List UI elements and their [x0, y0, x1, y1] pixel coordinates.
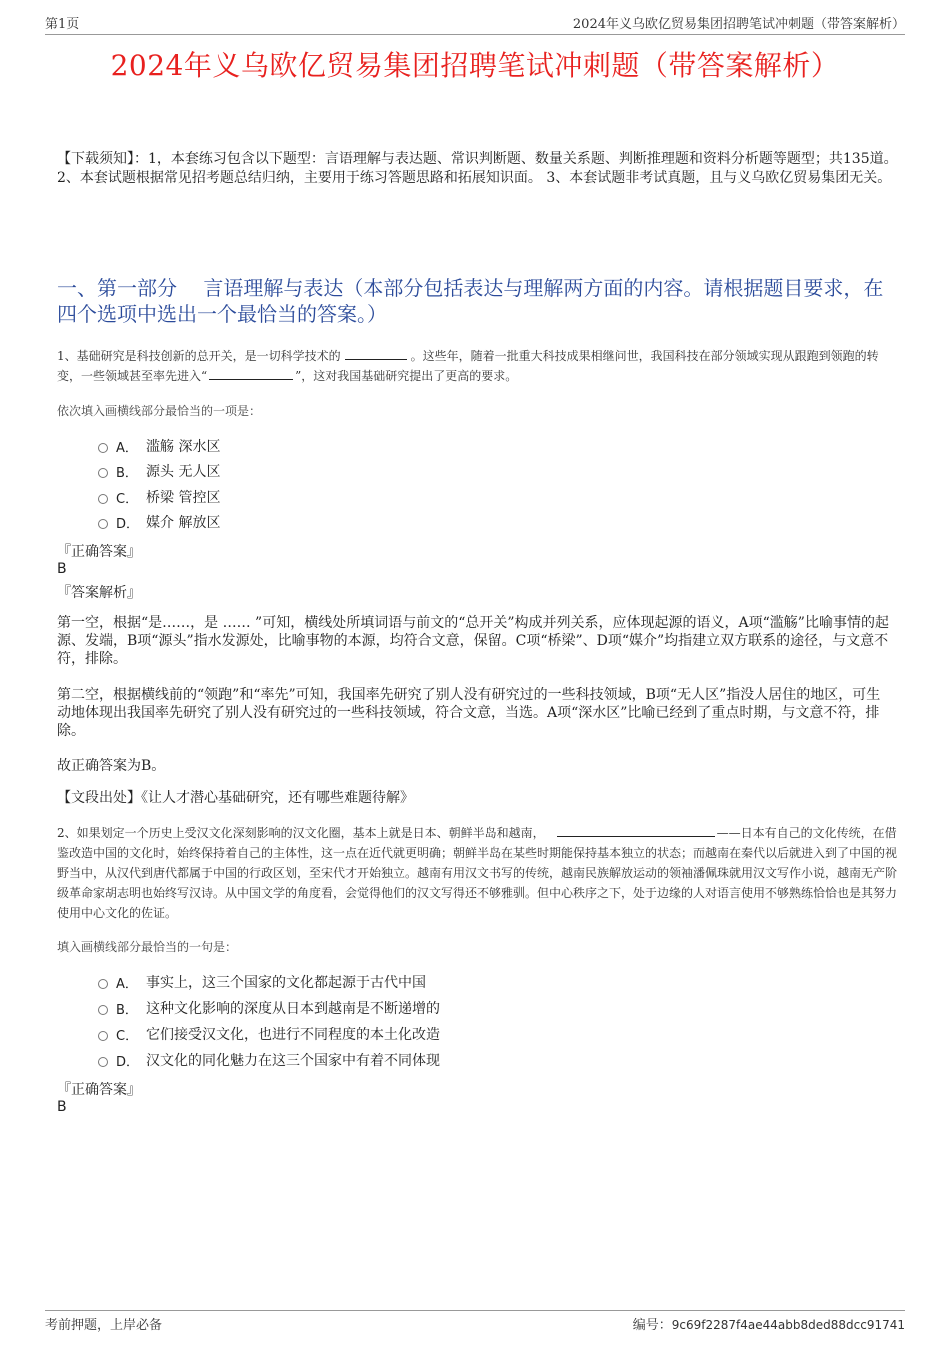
- q1-option-c[interactable]: [98, 487, 220, 507]
- q2-option-d[interactable]: [98, 1050, 440, 1070]
- q1-answer-label: 『正确答案』: [57, 544, 141, 560]
- option-letter: B．: [116, 465, 138, 481]
- q1-text-a: 1、基础研究是科技创新的总开关，是一切科学技术的: [57, 349, 341, 363]
- q2-option-a[interactable]: [98, 972, 426, 992]
- header-doc-title: 2024年义乌欧亿贸易集团招聘笔试冲刺题（带答案解析）: [572, 17, 905, 32]
- q2-answer-label: 『正确答案』: [57, 1082, 141, 1098]
- footer-code-label: 编号：: [632, 1318, 672, 1333]
- q2-text-a: 2、如果划定一个历史上受汉文化深刻影响的汉文化圈，基本上就是日本、朝鲜半岛和越南，: [57, 826, 545, 840]
- q2-blank: [557, 824, 715, 837]
- q1-analysis-para-2: 第二空，根据横线前的“领跑”和“率先”可知，我国率先研究了别人没有研究过的一些科技领域，B项“无人区”指没人居住的地区，可生动地体现出我国率先研究了别人没有研究过的一些科技领域，符合文意，当选。A项“深水区”比喻已经到了重点时期，与文意不符，排除。: [57, 687, 881, 739]
- q1-analysis-para-3: 故正确答案为B。: [57, 758, 166, 774]
- option-text: 这种文化影响的深度从日本到越南是不断递增的: [146, 1001, 440, 1017]
- q1-option-b[interactable]: [98, 461, 220, 481]
- radio-icon[interactable]: [98, 494, 108, 504]
- q1-option-d[interactable]: [98, 512, 220, 532]
- option-letter: C．: [116, 1028, 139, 1044]
- radio-icon[interactable]: [98, 1005, 108, 1015]
- option-letter: D．: [116, 516, 140, 532]
- footer-slogan: 考前押题，上岸必备: [45, 1318, 163, 1333]
- option-text: 源头 无人区: [146, 464, 221, 480]
- download-notice: 【下载须知】：1，本套练习包含以下题型：言语理解与表达题、常识判断题、数量关系题、判断推理题和资料分析题等题型；共135道。 2、本套试题根据常见招考题总结归纳，主要用于练习答题思路和拓展知识面。 3、本套试题非考试真题，且与义乌欧亿贸易集团无关。: [57, 151, 898, 186]
- radio-icon[interactable]: [98, 443, 108, 453]
- option-text: 媒介 解放区: [146, 515, 221, 531]
- radio-icon[interactable]: [98, 1057, 108, 1067]
- q1-analysis-label: 『答案解析』: [57, 585, 141, 601]
- q1-text-c: ”，这对我国基础研究提出了更高的要求。: [295, 369, 518, 383]
- q1-blank-2: [209, 367, 293, 380]
- q2-option-b[interactable]: [98, 998, 440, 1018]
- option-text: 事实上，这三个国家的文化都起源于古代中国: [146, 975, 426, 991]
- section-heading: 一、第一部分 言语理解与表达（本部分包括表达与理解两方面的内容。请根据题目要求，在四个选项中选出一个最恰当的答案。）: [57, 276, 884, 326]
- page-number: 第1页: [45, 17, 80, 32]
- page-header: [45, 14, 905, 35]
- q2-prompt: 填入画横线部分最恰当的一句是：: [57, 940, 238, 954]
- q1-answer: B: [57, 561, 67, 577]
- page-title: 2024年义乌欧亿贸易集团招聘笔试冲刺题（带答案解析）: [110, 49, 840, 82]
- option-text: 桥梁 管控区: [146, 490, 221, 506]
- q1-blank-1: [345, 347, 407, 360]
- option-text: 滥觞 深水区: [146, 439, 221, 455]
- option-text: 汉文化的同化魅力在这三个国家中有着不同体现: [146, 1053, 440, 1069]
- option-letter: C．: [116, 491, 139, 507]
- page-footer: [45, 1310, 905, 1333]
- option-text: 它们接受汉文化，也进行不同程度的本土化改造: [146, 1027, 440, 1043]
- footer-code-group: [633, 1314, 905, 1333]
- q2-option-c[interactable]: [98, 1024, 440, 1044]
- radio-icon[interactable]: [98, 1031, 108, 1041]
- q1-source: 【文段出处】《让人才潜心基础研究，还有哪些难题待解》: [57, 790, 414, 806]
- radio-icon[interactable]: [98, 979, 108, 989]
- question-1-text: [57, 346, 897, 386]
- radio-icon[interactable]: [98, 468, 108, 478]
- option-letter: B．: [116, 1002, 138, 1018]
- footer-code: 9c69f2287f4ae44abb8ded88dcc91741: [671, 1318, 905, 1332]
- radio-icon[interactable]: [98, 519, 108, 529]
- q1-prompt: 依次填入画横线部分最恰当的一项是：: [57, 404, 262, 418]
- q1-text-b: 。这些年，随着一批重大科技成果相继问世，我国科技在部分领域实现从跟跑到领跑的转变，一些领域甚至率先进入“: [57, 349, 879, 383]
- option-letter: D．: [116, 1054, 140, 1070]
- q1-option-a[interactable]: [98, 436, 220, 456]
- q2-text-b: ——日本有自己的文化传统，在借鉴改造中国的文化时，始终保持着自己的主体性，这一点在近代就更明确；朝鲜半岛在某些时期能保持基本独立的状态；而越南在秦代以后就进入到了中国的视野当中，从汉代到唐代都属于中国的行政区划，至宋代才开始独立。越南有用汉文书写的传统，越南民族解放运动的领袖潘佩珠就用汉文写作小说，越南无产阶级革命家胡志明也始终写汉诗。从中国文学的角度看，会觉得他们的汉文写得还不够雅驯。但中心秩序之下，处于边缘的人对语言使用不够熟练恰恰也是其努力使用中心文化的佐证。: [57, 826, 898, 920]
- q1-analysis-para-1: 第一空，根据“是……，是 …… ”可知，横线处所填词语与前文的“总开关”构成并列关系，应体现起源的语义，A项“滥觞”比喻事情的起源、发端，B项“源头”指水发源处，比喻事物的本源，均符合文意，保留。C项“桥梁”、D项“媒介”均指建立双方联系的途径，与文意不符，排除。: [57, 615, 889, 667]
- option-letter: A．: [116, 440, 138, 456]
- question-2-text: [57, 823, 897, 923]
- q2-answer: B: [57, 1099, 67, 1115]
- option-letter: A．: [116, 976, 138, 992]
